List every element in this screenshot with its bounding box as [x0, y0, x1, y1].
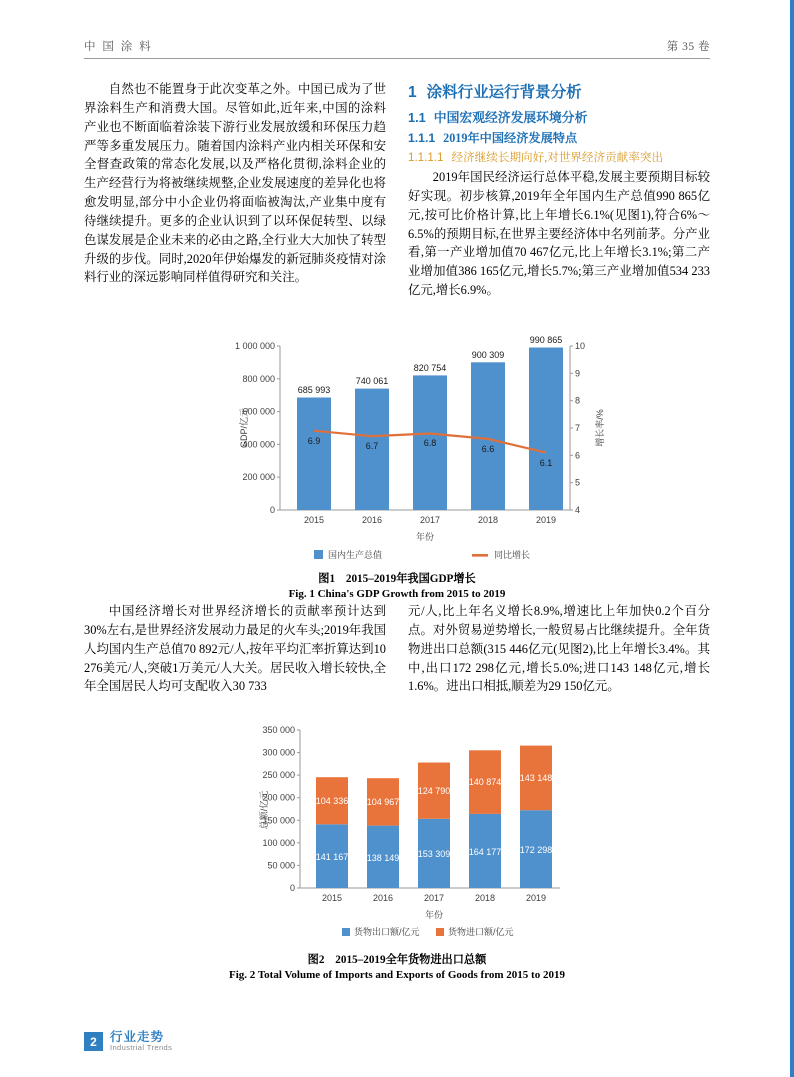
footer-section-cn: 行业走势 [110, 1030, 165, 1044]
heading-4-text: 经济继续长期向好,对世界经济贡献率突出 [451, 151, 664, 164]
svg-text:2015: 2015 [321, 893, 343, 903]
svg-text:增长率/%: 增长率/% [595, 409, 605, 447]
heading-1-number: 1 [408, 84, 417, 101]
svg-text:0: 0 [269, 505, 275, 515]
footer-section-label [110, 1030, 172, 1053]
heading-level-3 [408, 129, 710, 146]
svg-text:141 167: 141 167 [315, 852, 349, 862]
svg-text:2015: 2015 [303, 515, 325, 525]
heading-level-4 [408, 149, 710, 165]
figure-1-title-en: Fig. 1 China's GDP Growth from 2015 to 2019 [288, 588, 506, 601]
svg-text:货物出口额/亿元: 货物出口额/亿元 [354, 927, 420, 937]
gdp-growth-chart [84, 332, 710, 562]
svg-text:8: 8 [575, 395, 581, 406]
footer-section-en: Industrial Trends [110, 1043, 173, 1053]
imports-exports-chart [84, 718, 710, 943]
heading-3-number: 1.1.1 [408, 131, 436, 145]
figure-2-chart [84, 718, 710, 948]
svg-text:100 000: 100 000 [262, 837, 295, 848]
middle-columns [84, 602, 710, 696]
svg-text:740 061: 740 061 [355, 376, 389, 386]
svg-text:10: 10 [575, 341, 586, 351]
heading-2-number: 1.1 [408, 110, 426, 125]
running-head [84, 38, 710, 54]
svg-text:6.8: 6.8 [423, 438, 437, 448]
svg-text:GDP/亿元: GDP/亿元 [239, 407, 249, 449]
heading-level-1 [408, 80, 710, 102]
svg-text:6.7: 6.7 [365, 441, 379, 451]
svg-text:350 000: 350 000 [262, 725, 295, 735]
top-columns [84, 80, 710, 300]
figure-1 [84, 332, 710, 603]
svg-text:104 967: 104 967 [366, 797, 400, 807]
svg-text:2018: 2018 [474, 893, 496, 903]
svg-text:2019: 2019 [525, 893, 547, 903]
right-column [408, 80, 710, 300]
svg-text:2018: 2018 [477, 515, 499, 525]
svg-text:900 309: 900 309 [471, 350, 505, 360]
svg-text:5: 5 [575, 477, 581, 488]
page-footer [84, 1030, 172, 1053]
svg-text:164 177: 164 177 [468, 847, 502, 857]
svg-text:2017: 2017 [419, 515, 441, 525]
svg-text:138 149: 138 149 [366, 853, 400, 863]
svg-text:2016: 2016 [372, 893, 394, 903]
svg-text:7: 7 [575, 423, 581, 433]
figure-1-title-cn: 2015–2019年我国GDP增长 [345, 573, 476, 585]
heading-3-text: 2019年中国经济发展特点 [443, 131, 578, 145]
figure-1-label: 图1 [318, 573, 336, 585]
svg-text:300 000: 300 000 [262, 747, 295, 758]
svg-text:200 000: 200 000 [242, 472, 275, 483]
svg-text:140 874: 140 874 [468, 777, 502, 787]
middle-left-paragraph: 中国经济增长对世界经济增长的贡献率预计达到30%左右,是世界经济发展动力最足的火车头;2019年我国人均国内生产总值70 892元/人,按年平均汇率折算达到10 276美元/人,突破1万美元/人大关。居民收入增长较快,全年全国居民人均可支配收入30 733 [84, 604, 386, 694]
svg-text:150 000: 150 000 [262, 815, 295, 826]
heading-1-text: 涂料行业运行背景分析 [426, 84, 582, 101]
svg-text:250 000: 250 000 [262, 770, 295, 781]
running-head-right: 第 35 卷 [666, 41, 710, 53]
heading-level-2 [408, 107, 710, 126]
svg-text:820 754: 820 754 [413, 363, 447, 373]
figure-1-chart [84, 332, 710, 567]
heading-2-text: 中国宏观经济发展环境分析 [433, 111, 588, 125]
svg-text:同比增长: 同比增长 [494, 550, 531, 560]
middle-right-column [408, 602, 710, 696]
svg-text:总额/亿元: 总额/亿元 [259, 790, 269, 830]
svg-text:990 865: 990 865 [529, 335, 563, 345]
page-number: 2 [84, 1032, 103, 1051]
svg-text:年份: 年份 [415, 532, 435, 542]
figure-1-caption [84, 571, 710, 603]
svg-text:9: 9 [575, 368, 581, 379]
left-column [84, 80, 386, 300]
svg-text:153 309: 153 309 [417, 849, 451, 859]
svg-text:50 000: 50 000 [267, 860, 295, 871]
svg-text:0: 0 [289, 883, 295, 893]
svg-text:800 000: 800 000 [242, 373, 275, 384]
figure-2 [84, 718, 710, 984]
svg-text:2019: 2019 [535, 515, 557, 525]
svg-text:4: 4 [575, 505, 581, 515]
svg-text:6.6: 6.6 [481, 444, 495, 454]
left-column-paragraph: 自然也不能置身于此次变革之外。中国已成为了世界涂料生产和消费大国。尽管如此,近年来,中国的涂料产业也不断面临着涂装下游行业发展放缓和环保压力趋严等多重发展压力。随着国内涂料产业内相关环保和安全督查政策的常态化发展,以及严格化贯彻,涂料企业的生产经营行为将被继续规整,企业发展速度的差异化也将愈发明显,部分中小企业仍将面临被淘汰,产业集中度有待继续提升。更多的企业认识到了以环保促转型、以绿色谋发展是企业未来的必由之路,全行业大大加快了转型升级的步伐。同时,2020年伊始爆发的新冠肺炎疫情对涂料行业的深远影响同样值得研究和关注。 [84, 82, 386, 285]
svg-text:2016: 2016 [361, 515, 383, 525]
svg-text:400 000: 400 000 [242, 439, 275, 450]
svg-text:172 298: 172 298 [519, 845, 553, 855]
svg-text:6.9: 6.9 [307, 436, 321, 446]
svg-text:685 993: 685 993 [297, 385, 331, 395]
svg-text:1 000 000: 1 000 000 [234, 341, 275, 351]
svg-text:6.1: 6.1 [539, 458, 553, 468]
svg-text:国内生产总值: 国内生产总值 [328, 550, 383, 560]
heading-4-number: 1.1.1.1 [408, 151, 444, 164]
running-head-rule [84, 58, 710, 59]
figure-2-title-cn: 2015–2019全年货物进出口总额 [335, 954, 487, 966]
svg-text:124 790: 124 790 [417, 786, 451, 796]
page-edge-rule [790, 0, 794, 1077]
svg-text:104 336: 104 336 [315, 796, 349, 806]
figure-2-caption [84, 952, 710, 984]
svg-text:6: 6 [575, 450, 581, 461]
svg-text:年份: 年份 [424, 910, 444, 920]
svg-text:143 148: 143 148 [519, 773, 553, 783]
svg-text:货物进口额/亿元: 货物进口额/亿元 [448, 927, 514, 937]
svg-text:600 000: 600 000 [242, 406, 275, 417]
right-column-paragraph: 2019年国民经济运行总体平稳,发展主要预期目标较好实现。初步核算,2019年全年国内生产总值990 865亿元,按可比价格计算,比上年增长6.1%(见图1),符合6%～6.5%的预期目标,在世界主要经济体中名列前茅。分产业看,第一产业增加值70 467亿元,比上年增长3.1%;第二产业增加值386 165亿元,增长5.7%;第三产业增加值534 233亿元,增长6.9%。 [408, 170, 710, 298]
running-head-left: 中 国 涂 料 [84, 41, 153, 53]
middle-left-column [84, 602, 386, 696]
figure-2-label: 图2 [307, 954, 325, 966]
figure-2-title-en: Fig. 2 Total Volume of Imports and Exports of Goods from 2015 to 2019 [229, 969, 565, 982]
svg-text:200 000: 200 000 [262, 792, 295, 803]
middle-right-paragraph: 元/人,比上年名义增长8.9%,增速比上年加快0.2个百分点。对外贸易逆势增长,一般贸易占比继续提升。全年货物进出口总额(315 446亿元(见图2),比上年增长3.4%。其中,出口172 298亿元,增长5.0%;进口143 148亿元,增长1.6%。进出口相抵,顺差为29 150亿元。 [408, 604, 710, 694]
svg-text:2017: 2017 [423, 893, 445, 903]
